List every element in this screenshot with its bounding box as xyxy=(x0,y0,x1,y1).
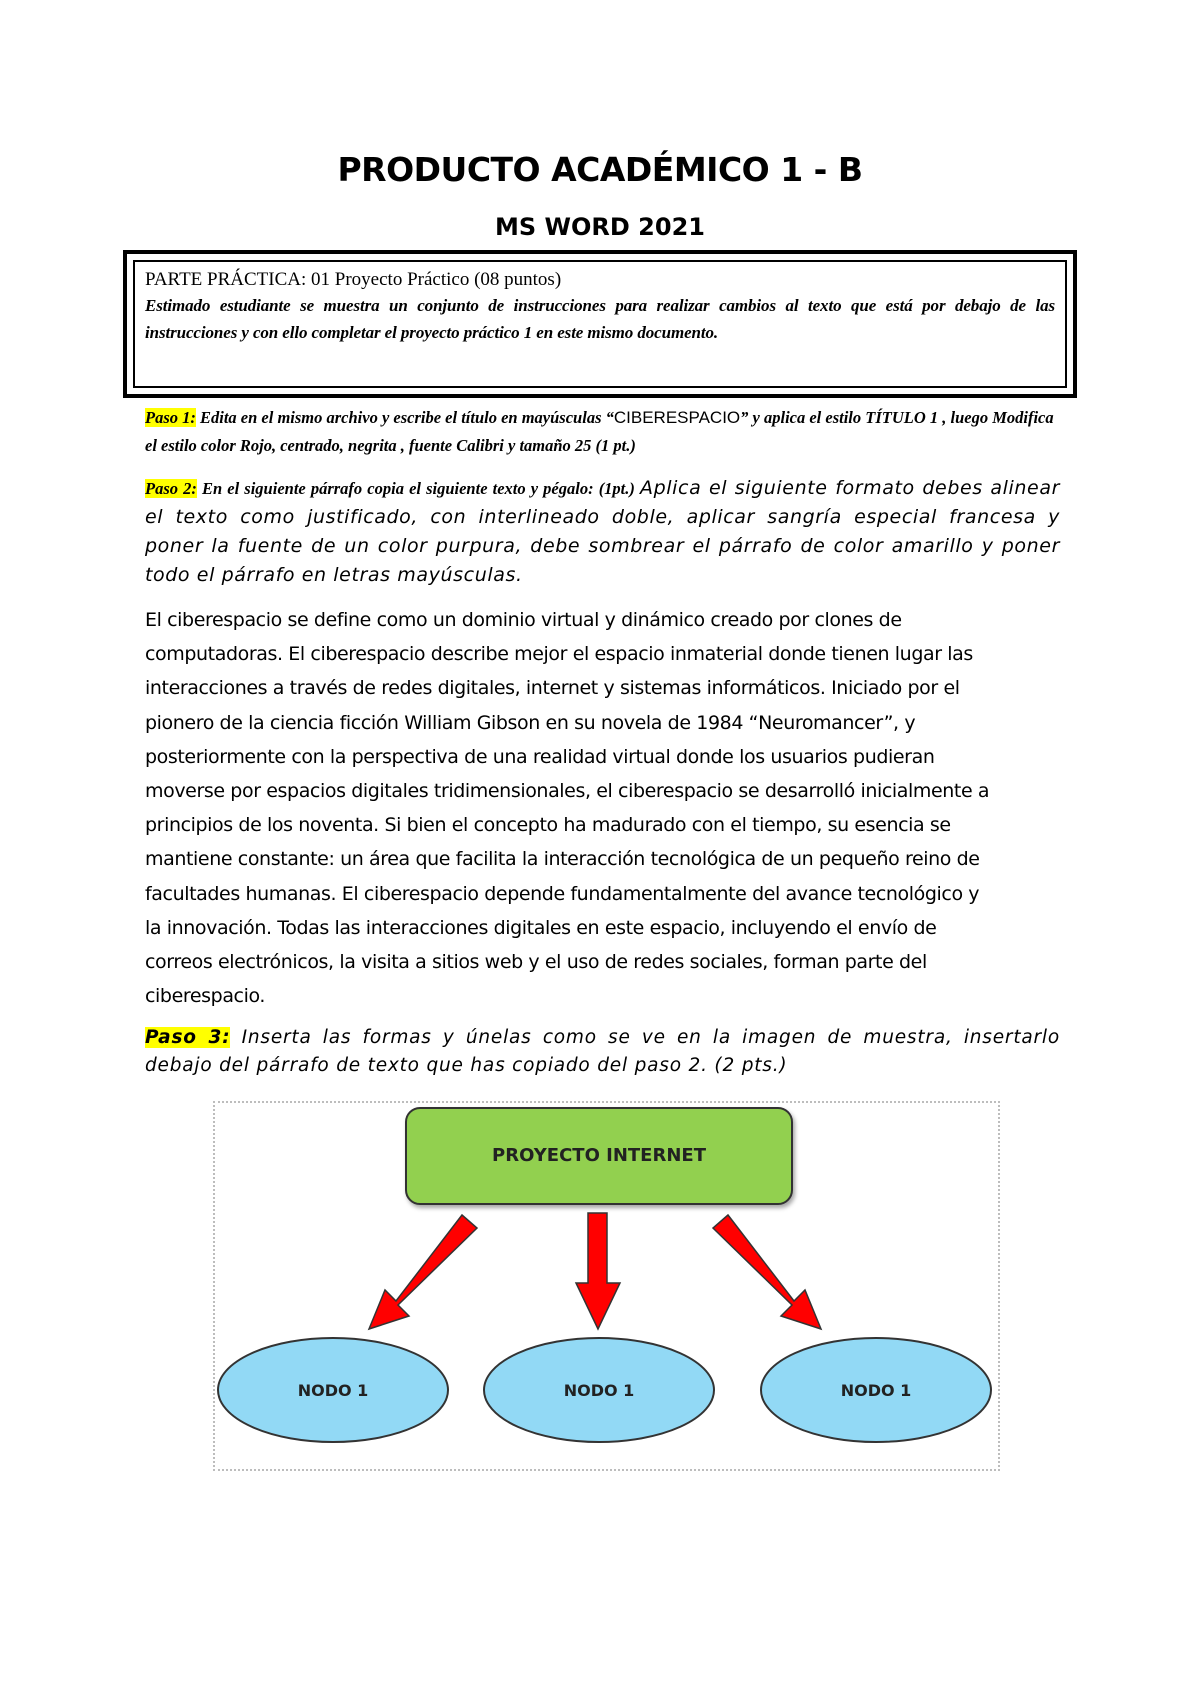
paragraph-line: mantiene constante: un área que facilita la interacción tecnológica de un pequeño reino de xyxy=(145,848,980,871)
step-1-label: Paso 1: xyxy=(145,408,196,427)
node-center-label: NODO 1 xyxy=(563,1381,635,1400)
paragraph-line: la innovación. Todas las interacciones digitales en este espacio, incluyendo el envío de xyxy=(145,916,937,939)
paragraph-line: posteriormente con la perspectiva de una realidad virtual donde los usuarios pudieran xyxy=(145,745,935,768)
top-node-label: PROYECTO INTERNET xyxy=(492,1145,706,1166)
node-left-label: NODO 1 xyxy=(297,1381,369,1400)
paragraph-line: moverse por espacios digitales tridimensionales, el ciberespacio se desarrolló inicialmente a xyxy=(145,780,990,803)
step-1-text-b: ” y aplica el estilo TÍTULO 1 , luego Modifica el estilo color Rojo, centrado, negrita , fuente Calibri y tamaño 25 (1 pt.) xyxy=(145,408,1054,455)
page-title: PRODUCTO ACADÉMICO 1 - B xyxy=(337,150,863,189)
step-2 xyxy=(145,474,1060,590)
paragraph-line: interacciones a través de redes digitales, internet y sistemas informáticos. Iniciado por el xyxy=(145,677,960,700)
paragraph-line: correos electrónicos, la visita a sitios web y el uso de redes sociales, forman parte del xyxy=(145,951,927,974)
paragraph-line: principios de los noventa. Si bien el concepto ha madurado con el tiempo, su esencia se xyxy=(145,814,951,837)
step-1-keyword: CIBERESPACIO xyxy=(613,408,741,427)
practice-instructions: Estimado estudiante se muestra un conjunto de instrucciones para realizar cambios al texto que está por debajo de las instrucciones y con ello completar el proyecto práctico 1 en este mismo documento. xyxy=(145,296,1055,342)
practice-heading: PARTE PRÁCTICA: 01 Proyecto Práctico (08 puntos) xyxy=(145,269,562,290)
node-right-label: NODO 1 xyxy=(840,1381,912,1400)
step-1-text-a: Edita en el mismo archivo y escribe el título en mayúsculas “ xyxy=(200,408,614,427)
arrow-right xyxy=(713,1215,821,1329)
practice-box xyxy=(123,250,1077,398)
step-1 xyxy=(145,404,1060,460)
paragraph-line: facultades humanas. El ciberespacio depende fundamentalmente del avance tecnológico y xyxy=(145,882,980,905)
step-2-text-a: En el siguiente párrafo copia el siguiente texto y pégalo: (1pt.) xyxy=(201,479,635,498)
page-subtitle: MS WORD 2021 xyxy=(495,213,705,241)
diagram-svg xyxy=(215,1103,998,1469)
step-2-text-b: Aplica el siguiente formato debes alinear el texto como justificado, con interlineado doble, aplicar sangría especial francesa y poner la fuente de un color purpura, debe sombrear el párrafo de color amarillo y poner todo el párrafo en letras mayúsculas. xyxy=(145,477,1061,586)
practice-box-inner xyxy=(133,260,1067,388)
step-3-label: Paso 3: xyxy=(145,1027,231,1048)
arrow-left xyxy=(369,1215,477,1329)
step-3 xyxy=(145,1024,1060,1080)
paragraph-line: El ciberespacio se define como un dominio virtual y dinámico creado por clones de xyxy=(145,609,902,631)
sample-diagram xyxy=(213,1101,1000,1471)
paragraph-line: ciberespacio. xyxy=(145,985,266,1008)
step-3-text: Inserta las formas y únelas como se ve en la imagen de muestra, insertarlo debajo del párrafo de texto que has copiado del paso 2. (2 pts.) xyxy=(145,1027,1060,1076)
paragraph-line: computadoras. El ciberespacio describe mejor el espacio inmaterial donde tienen lugar las xyxy=(145,643,973,666)
step-2-label: Paso 2: xyxy=(145,479,197,498)
arrow-center xyxy=(576,1213,620,1329)
body-paragraph xyxy=(145,603,1065,1013)
paragraph-line: pionero de la ciencia ficción William Gibson en su novela de 1984 “Neuromancer”, y xyxy=(145,711,916,734)
